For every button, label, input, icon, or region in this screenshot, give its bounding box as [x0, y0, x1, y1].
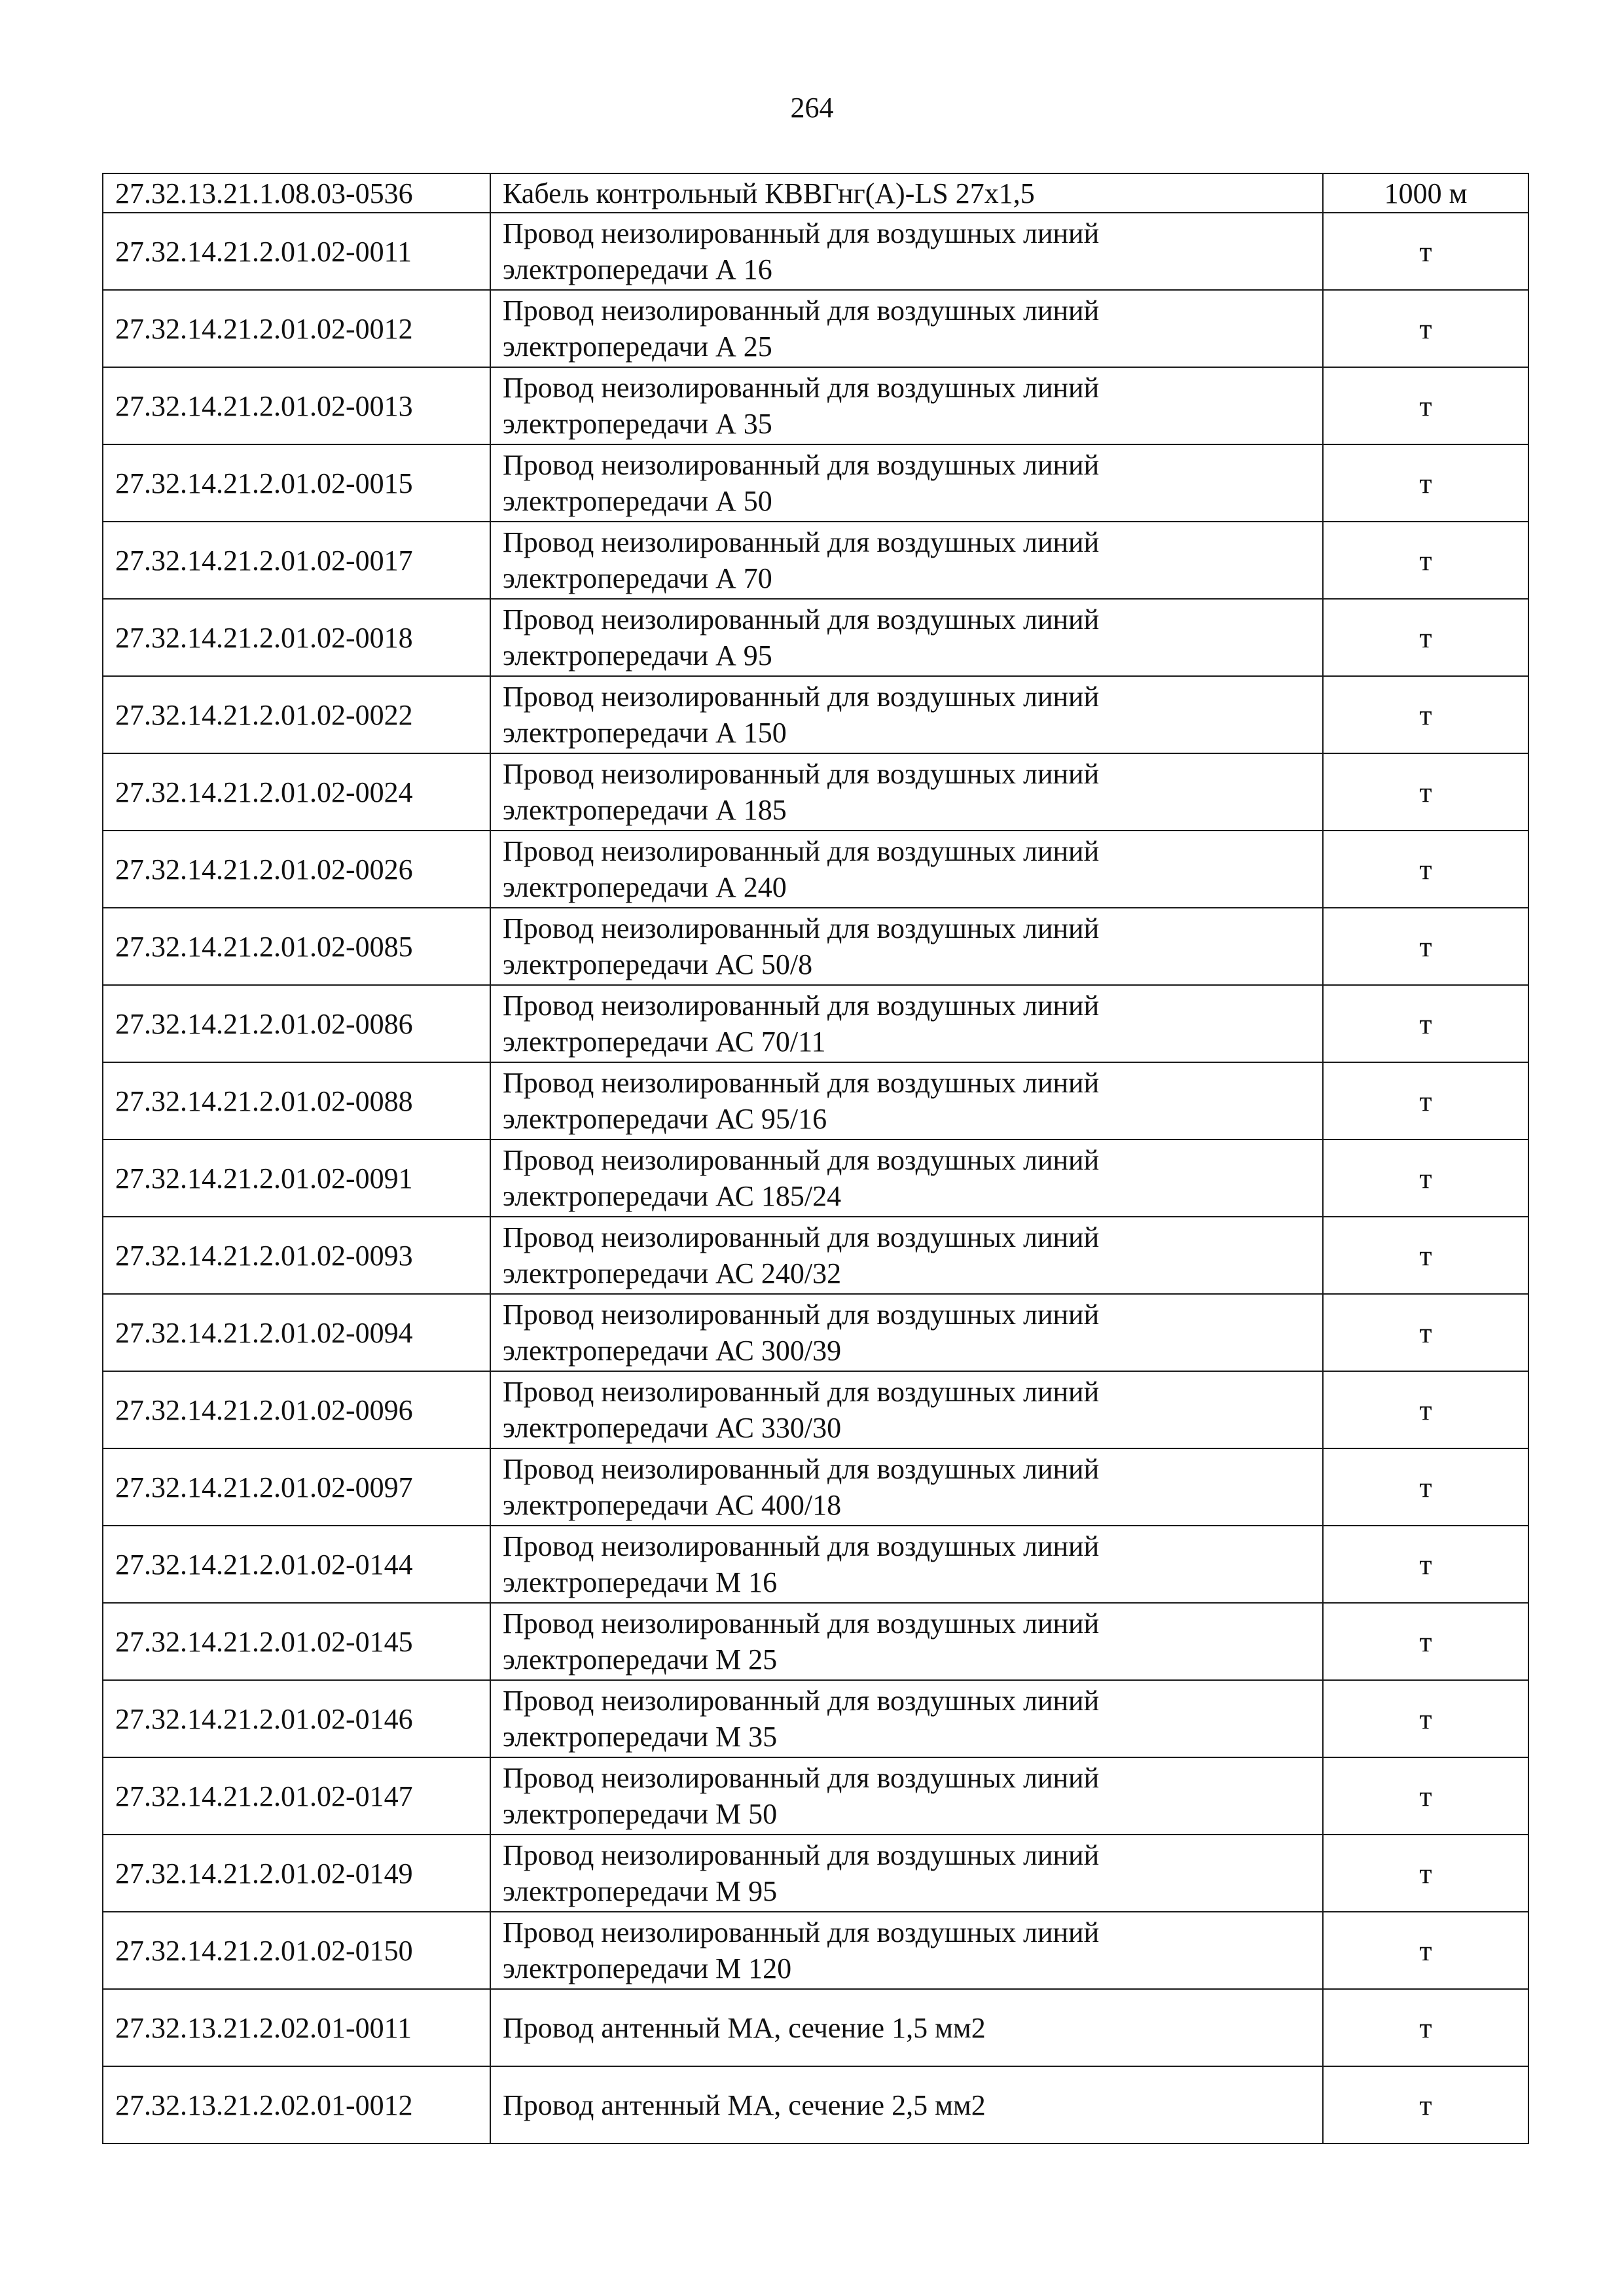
item-unit: т	[1323, 1526, 1528, 1603]
item-name: Провод неизолированный для воздушных линий электропередачи А 185	[490, 753, 1323, 831]
item-code: 27.32.14.21.2.01.02-0013	[103, 367, 490, 444]
item-name: Провод неизолированный для воздушных линий электропередачи АС 300/39	[490, 1294, 1323, 1371]
item-name: Провод неизолированный для воздушных линий электропередачи А 150	[490, 676, 1323, 753]
item-unit: т	[1323, 1062, 1528, 1139]
item-name: Кабель контрольный КВВГнг(A)-LS 27x1,5	[490, 173, 1323, 213]
item-name: Провод неизолированный для воздушных линий электропередачи АС 50/8	[490, 908, 1323, 985]
item-unit: т	[1323, 1448, 1528, 1526]
item-unit: т	[1323, 290, 1528, 367]
item-code: 27.32.14.21.2.01.02-0011	[103, 213, 490, 290]
item-code: 27.32.14.21.2.01.02-0085	[103, 908, 490, 985]
item-unit: т	[1323, 676, 1528, 753]
table-row	[103, 1835, 1528, 1912]
table-row	[103, 1448, 1528, 1526]
item-name: Провод неизолированный для воздушных линий электропередачи А 240	[490, 831, 1323, 908]
item-code: 27.32.14.21.2.01.02-0012	[103, 290, 490, 367]
table-row	[103, 1217, 1528, 1294]
table-row	[103, 444, 1528, 522]
table-row	[103, 985, 1528, 1062]
item-unit: т	[1323, 1757, 1528, 1835]
item-unit: т	[1323, 444, 1528, 522]
table-row	[103, 1139, 1528, 1217]
item-unit: т	[1323, 753, 1528, 831]
item-name: Провод неизолированный для воздушных линий электропередачи АС 400/18	[490, 1448, 1323, 1526]
item-unit: т	[1323, 1294, 1528, 1371]
table-row	[103, 831, 1528, 908]
table-row	[103, 753, 1528, 831]
item-name: Провод неизолированный для воздушных линий электропередачи М 50	[490, 1757, 1323, 1835]
table-row	[103, 1989, 1528, 2066]
item-unit: т	[1323, 985, 1528, 1062]
table-row	[103, 1062, 1528, 1139]
item-code: 27.32.14.21.2.01.02-0144	[103, 1526, 490, 1603]
item-unit: т	[1323, 522, 1528, 599]
item-code: 27.32.14.21.2.01.02-0150	[103, 1912, 490, 1989]
item-name: Провод неизолированный для воздушных линий электропередачи АС 240/32	[490, 1217, 1323, 1294]
item-code: 27.32.13.21.2.02.01-0011	[103, 1989, 490, 2066]
item-unit: т	[1323, 2066, 1528, 2144]
item-code: 27.32.14.21.2.01.02-0147	[103, 1757, 490, 1835]
item-unit: т	[1323, 1371, 1528, 1448]
item-name: Провод неизолированный для воздушных линий электропередачи А 35	[490, 367, 1323, 444]
item-unit: т	[1323, 1835, 1528, 1912]
table-row	[103, 1371, 1528, 1448]
item-unit: т	[1323, 831, 1528, 908]
item-name: Провод неизолированный для воздушных линий электропередачи А 70	[490, 522, 1323, 599]
item-name: Провод антенный МА, сечение 1,5 мм2	[490, 1989, 1323, 2066]
item-name: Провод неизолированный для воздушных линий электропередачи А 95	[490, 599, 1323, 676]
item-name: Провод неизолированный для воздушных линий электропередачи АС 70/11	[490, 985, 1323, 1062]
item-name: Провод неизолированный для воздушных линий электропередачи АС 95/16	[490, 1062, 1323, 1139]
item-unit: т	[1323, 1989, 1528, 2066]
items-table	[102, 173, 1529, 2144]
table-row	[103, 213, 1528, 290]
item-name: Провод неизолированный для воздушных линий электропередачи М 120	[490, 1912, 1323, 1989]
item-name: Провод неизолированный для воздушных линий электропередачи АС 185/24	[490, 1139, 1323, 1217]
item-code: 27.32.14.21.2.01.02-0026	[103, 831, 490, 908]
item-code: 27.32.14.21.2.01.02-0094	[103, 1294, 490, 1371]
item-code: 27.32.14.21.2.01.02-0024	[103, 753, 490, 831]
item-name: Провод неизолированный для воздушных линий электропередачи М 25	[490, 1603, 1323, 1680]
item-code: 27.32.14.21.2.01.02-0086	[103, 985, 490, 1062]
item-unit: 1000 м	[1323, 173, 1528, 213]
table-row	[103, 1680, 1528, 1757]
item-unit: т	[1323, 1603, 1528, 1680]
item-unit: т	[1323, 908, 1528, 985]
page-number: 264	[790, 92, 834, 124]
item-name: Провод антенный МА, сечение 2,5 мм2	[490, 2066, 1323, 2144]
table-row	[103, 2066, 1528, 2144]
item-name: Провод неизолированный для воздушных линий электропередачи А 16	[490, 213, 1323, 290]
table-row	[103, 908, 1528, 985]
item-code: 27.32.13.21.2.02.01-0012	[103, 2066, 490, 2144]
item-name: Провод неизолированный для воздушных линий электропередачи А 50	[490, 444, 1323, 522]
item-code: 27.32.14.21.2.01.02-0018	[103, 599, 490, 676]
item-code: 27.32.14.21.2.01.02-0093	[103, 1217, 490, 1294]
table-body	[103, 173, 1528, 2144]
table-row	[103, 599, 1528, 676]
item-name: Провод неизолированный для воздушных линий электропередачи М 95	[490, 1835, 1323, 1912]
item-unit: т	[1323, 1912, 1528, 1989]
table-row	[103, 367, 1528, 444]
item-code: 27.32.14.21.2.01.02-0088	[103, 1062, 490, 1139]
table-row	[103, 290, 1528, 367]
table-row	[103, 676, 1528, 753]
item-code: 27.32.14.21.2.01.02-0149	[103, 1835, 490, 1912]
item-code: 27.32.14.21.2.01.02-0015	[103, 444, 490, 522]
item-code: 27.32.14.21.2.01.02-0091	[103, 1139, 490, 1217]
item-name: Провод неизолированный для воздушных линий электропередачи М 16	[490, 1526, 1323, 1603]
table-row	[103, 1294, 1528, 1371]
item-unit: т	[1323, 1217, 1528, 1294]
item-name: Провод неизолированный для воздушных линий электропередачи АС 330/30	[490, 1371, 1323, 1448]
item-code: 27.32.14.21.2.01.02-0097	[103, 1448, 490, 1526]
table-row	[103, 522, 1528, 599]
table-row	[103, 1757, 1528, 1835]
item-unit: т	[1323, 367, 1528, 444]
item-code: 27.32.14.21.2.01.02-0096	[103, 1371, 490, 1448]
item-unit: т	[1323, 599, 1528, 676]
table-row	[103, 1912, 1528, 1989]
item-code: 27.32.13.21.1.08.03-0536	[103, 173, 490, 213]
item-code: 27.32.14.21.2.01.02-0145	[103, 1603, 490, 1680]
table-row	[103, 1526, 1528, 1603]
item-code: 27.32.14.21.2.01.02-0017	[103, 522, 490, 599]
item-code: 27.32.14.21.2.01.02-0022	[103, 676, 490, 753]
item-name: Провод неизолированный для воздушных линий электропередачи М 35	[490, 1680, 1323, 1757]
item-unit: т	[1323, 213, 1528, 290]
table-row	[103, 1603, 1528, 1680]
item-unit: т	[1323, 1680, 1528, 1757]
item-unit: т	[1323, 1139, 1528, 1217]
item-code: 27.32.14.21.2.01.02-0146	[103, 1680, 490, 1757]
item-name: Провод неизолированный для воздушных линий электропередачи А 25	[490, 290, 1323, 367]
table-row	[103, 173, 1528, 213]
